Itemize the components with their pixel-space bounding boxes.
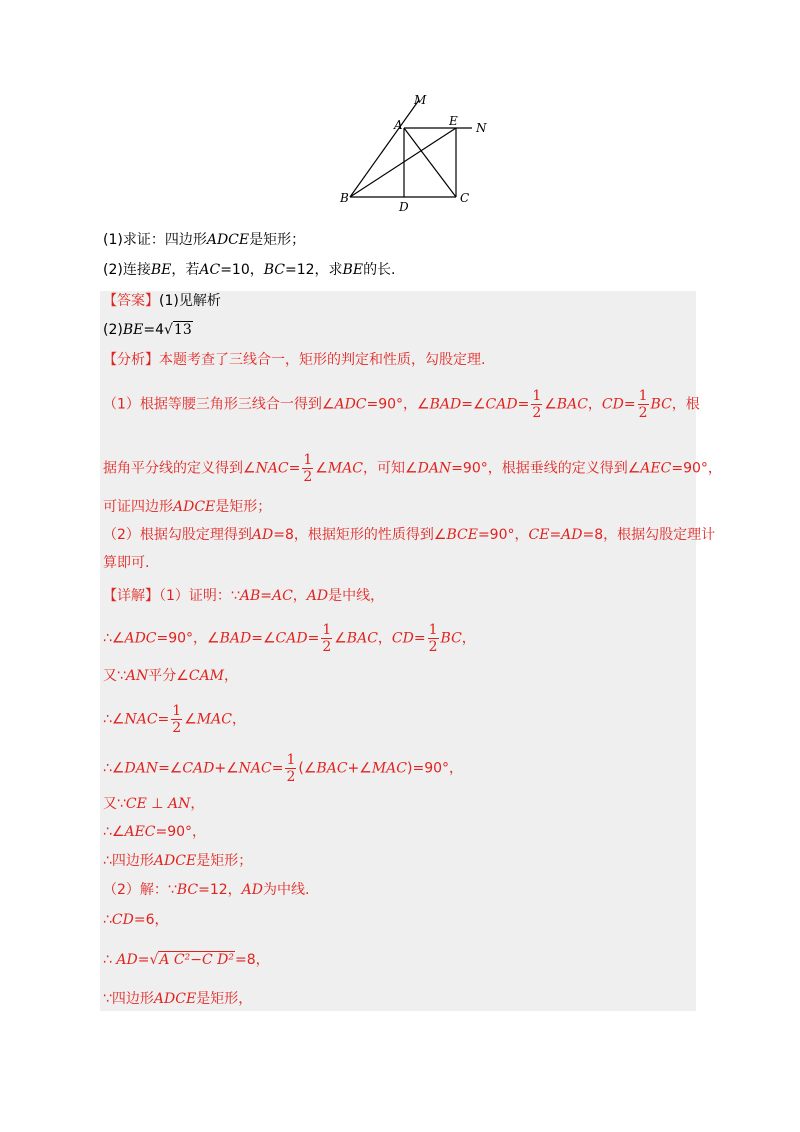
text: = [623, 396, 636, 413]
detail-line [103, 586, 384, 606]
text: ∵四边形 [103, 991, 154, 1007]
text: 的长. [363, 262, 396, 278]
figure-svg [336, 92, 496, 212]
text: ∴∠ [103, 711, 125, 728]
numerator: 1 [322, 622, 332, 638]
detail-3 [103, 703, 246, 736]
math: ADCE [153, 853, 197, 869]
label-a: A [394, 118, 403, 132]
math: NAC [255, 460, 289, 477]
math: BE [122, 322, 144, 338]
math: BAC [316, 760, 348, 777]
detail-11 [103, 989, 252, 1009]
label-m: M [414, 93, 427, 107]
text: ， [377, 630, 392, 647]
math: ADC [124, 630, 157, 647]
text: （2）解：∵ [103, 882, 177, 898]
math: BAD [219, 630, 252, 647]
text: 是矩形； [196, 853, 253, 869]
math: BC [176, 882, 199, 898]
text: ∴∠ [103, 630, 125, 647]
analysis-3 [103, 497, 271, 517]
detail-6 [103, 822, 206, 842]
text: 是矩形， [196, 991, 253, 1007]
detail-5 [103, 794, 204, 814]
math: NAC [124, 711, 158, 728]
text: =90°，∠ [156, 630, 220, 647]
math: AD [116, 952, 138, 968]
question-1 [103, 230, 305, 250]
text: 据角平分线的定义得到∠ [103, 460, 256, 477]
math: AD [561, 527, 583, 543]
text: ∴∠ [103, 824, 125, 840]
text: =8，根据矩形的性质得到∠ [273, 527, 447, 543]
text: 是矩形； [249, 232, 306, 248]
math: BC [440, 630, 462, 647]
math: BAC [556, 396, 588, 413]
math: BCE [446, 527, 478, 543]
text: =∠ [461, 396, 486, 413]
math: BC [650, 396, 672, 413]
text: 又∵ [103, 668, 126, 684]
text: = [271, 760, 284, 777]
text: ∠ [315, 460, 328, 477]
text: ，根 [671, 396, 700, 413]
denominator: 2 [303, 469, 313, 485]
detail-label: 【详解】 [103, 588, 159, 604]
answer-line-2 [103, 320, 193, 340]
text: =90°，根据垂线的定义得到∠ [451, 460, 641, 477]
text: =8， [234, 952, 270, 968]
analysis-line [103, 350, 485, 370]
math: CAD [485, 396, 518, 413]
detail-7 [103, 851, 252, 871]
text: ， [224, 668, 239, 684]
math: CAD [182, 760, 215, 777]
fraction [171, 703, 182, 736]
text: =90°， [477, 527, 529, 543]
text: = [157, 711, 170, 728]
fraction [531, 388, 542, 421]
detail-8 [103, 880, 309, 900]
denominator: 2 [286, 769, 296, 785]
text: ∠ [334, 630, 347, 647]
math: AC [199, 262, 221, 278]
math: NAC [238, 760, 272, 777]
text: ∴四边形 [103, 853, 154, 869]
text: (∠ [298, 760, 317, 777]
math: AC [271, 588, 293, 604]
analysis-1 [103, 388, 700, 421]
math: BAC [346, 630, 378, 647]
analysis-2 [103, 452, 722, 485]
text: 又∵ [103, 796, 126, 812]
label-b: B [340, 191, 349, 205]
text: =8，根据勾股定理计 [582, 527, 716, 543]
analysis-5 [103, 553, 149, 573]
text: ⊥ [146, 796, 168, 812]
text: ∴∠ [103, 760, 125, 777]
math: MAC [196, 711, 232, 728]
label-c: C [460, 191, 470, 205]
text: （1）根据等腰三角形三线合一得到∠ [103, 396, 335, 413]
math: AB [239, 588, 261, 604]
math: BE [150, 262, 172, 278]
math: CE [125, 796, 147, 812]
text: =90°，∠ [366, 396, 430, 413]
text: = [517, 396, 530, 413]
text: （2）根据勾股定理得到 [103, 527, 252, 543]
denominator: 2 [172, 720, 182, 736]
math: ADC [334, 396, 367, 413]
radicand: 13 [173, 322, 192, 338]
text: =4 [143, 322, 164, 338]
math: DAN [417, 460, 452, 477]
analysis-4 [103, 525, 715, 545]
denominator: 2 [322, 639, 332, 655]
answer-line-1 [103, 291, 221, 311]
math: CAD [275, 630, 308, 647]
math: BAD [429, 396, 462, 413]
text: =12， [198, 882, 242, 898]
math: ADCE [173, 499, 216, 515]
text: 本题考查了三线合一，矩形的判定和性质，勾股定理. [159, 352, 486, 368]
denominator: 2 [532, 405, 542, 421]
numerator: 1 [532, 388, 542, 404]
label-n: N [476, 121, 487, 135]
text: ，可知∠ [363, 460, 418, 477]
text: ，若 [171, 262, 200, 278]
text: （1）证明：∵ [159, 588, 240, 604]
math: MAC [371, 760, 407, 777]
text: ， [461, 630, 476, 647]
detail-1 [103, 622, 476, 655]
label-d: D [399, 200, 409, 212]
math: ADCE [153, 991, 197, 1007]
text: 为中线. [262, 882, 310, 898]
text: ， [587, 396, 602, 413]
numerator: 1 [172, 703, 182, 719]
detail-2 [103, 666, 238, 686]
fraction [285, 752, 296, 785]
text: ， [231, 711, 246, 728]
detail-9 [103, 910, 169, 930]
detail-10 [103, 950, 270, 970]
text: =12，求 [285, 262, 343, 278]
text: = [549, 527, 562, 543]
math: AD [306, 588, 329, 604]
text: =∠ [158, 760, 183, 777]
text: 平分∠ [148, 668, 189, 684]
text: = [137, 952, 150, 968]
text: (1)求证：四边形 [103, 232, 207, 248]
math: CD [391, 630, 414, 647]
text: =∠ [251, 630, 276, 647]
text: (1)见解析 [159, 293, 221, 309]
text: (2)连接 [103, 262, 151, 278]
text: =10， [220, 262, 264, 278]
text: = [307, 630, 320, 647]
radical: √A C²−C D² [149, 952, 234, 968]
line-ac [404, 128, 456, 197]
question-2 [103, 260, 396, 280]
text: 算即可. [103, 555, 150, 571]
line-be [350, 128, 456, 197]
text: ∴ [103, 912, 112, 928]
text: )=90°， [407, 760, 464, 777]
text: = [413, 630, 426, 647]
numerator: 1 [428, 622, 438, 638]
text: +∠ [214, 760, 239, 777]
math: AN [167, 796, 191, 812]
math: BE [342, 262, 364, 278]
text: =90°， [671, 460, 722, 477]
fraction [428, 622, 439, 655]
geometry-figure [336, 92, 496, 212]
math: ADCE [206, 232, 250, 248]
text: ∴ [103, 952, 117, 968]
line-bm [350, 100, 419, 197]
radicand: A C²−C D² [159, 952, 234, 968]
math: AEC [640, 460, 672, 477]
math: CD [111, 912, 134, 928]
text: ， [292, 588, 307, 604]
denominator: 2 [428, 639, 438, 655]
math: MAC [327, 460, 364, 477]
text: 可证四边形 [103, 499, 173, 515]
fraction [302, 452, 313, 485]
text: 是中线， [328, 588, 385, 604]
label-e: E [449, 114, 458, 128]
analysis-label: 【分析】 [103, 352, 159, 368]
text: =90°， [155, 824, 207, 840]
text: = [260, 588, 272, 604]
denominator: 2 [638, 405, 648, 421]
detail-4 [103, 752, 463, 785]
numerator: 1 [638, 388, 648, 404]
text: (2) [103, 322, 123, 338]
math: AD [241, 882, 263, 898]
math: CE [528, 527, 550, 543]
text: 是矩形； [215, 499, 272, 515]
text: ∠ [544, 396, 557, 413]
numerator: 1 [303, 452, 313, 468]
text: +∠ [347, 760, 372, 777]
radical: √13 [164, 322, 192, 338]
text: =6， [133, 912, 169, 928]
text: = [288, 460, 301, 477]
fraction [638, 388, 649, 421]
math: CAM [188, 668, 225, 684]
math: AN [125, 668, 149, 684]
math: BC [263, 262, 285, 278]
math: DAN [124, 760, 159, 777]
answer-label: 【答案】 [103, 293, 159, 309]
text: ， [190, 796, 205, 812]
math: AD [251, 527, 274, 543]
math: CD [601, 396, 624, 413]
text: ∠ [184, 711, 197, 728]
math: AEC [124, 824, 156, 840]
numerator: 1 [286, 752, 296, 768]
fraction [321, 622, 332, 655]
